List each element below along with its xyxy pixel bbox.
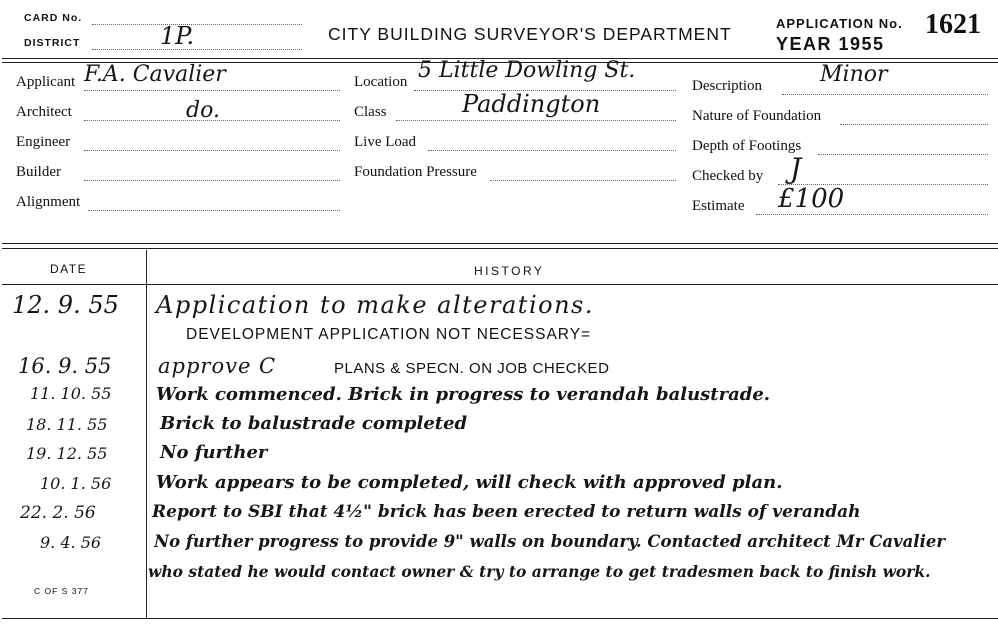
alignment-label: Alignment [16, 194, 81, 210]
row-history: No further [160, 442, 268, 463]
builder-label: Builder [16, 164, 61, 180]
row-history: Application to make alterations. [156, 291, 594, 319]
row-date: 22. 2. 56 [20, 503, 96, 523]
row-date: 12. 9. 55 [12, 291, 119, 319]
row-date: 11. 10. 55 [30, 384, 112, 403]
date-header: DATE [50, 262, 88, 276]
fields-rule-bottom [2, 248, 998, 249]
foundation-pressure-line [490, 180, 676, 181]
row-history-typed: DEVELOPMENT APPLICATION NOT NECESSARY= [186, 326, 592, 343]
card-no-line [92, 24, 302, 25]
location-value: 5 Little Dowling St. [418, 58, 636, 83]
engineer-label: Engineer [16, 134, 71, 150]
row-date: 10. 1. 56 [40, 474, 112, 493]
row-history: Work appears to be completed, will check with approved plan. [156, 472, 783, 493]
row-history: Work commenced. Brick in progress to verandah balustrade. [156, 384, 771, 405]
depth-of-footings-line [818, 154, 988, 155]
estimate-value: £100 [778, 184, 845, 214]
description-label: Description [692, 78, 762, 94]
district-label: DISTRICT [24, 37, 81, 49]
live-load-line [428, 150, 676, 151]
row-history-typed: PLANS & SPECN. ON JOB CHECKED [334, 360, 610, 377]
depth-of-footings-label: Depth of Footings [692, 138, 802, 154]
architect-label: Architect [16, 104, 72, 120]
card-no-label: CARD No. [24, 12, 83, 24]
applicant-line [84, 90, 340, 91]
row-date: 9. 4. 56 [40, 533, 102, 552]
architect-value: do. [186, 98, 220, 123]
class-label: Class [354, 104, 387, 120]
checked-by-value: J [790, 152, 802, 185]
checked-by-label: Checked by [692, 168, 764, 184]
engineer-line [84, 150, 340, 151]
location-label: Location [354, 74, 408, 90]
fields-rule-top [2, 243, 998, 244]
date-column-divider [146, 250, 147, 618]
row-date: 18. 11. 55 [26, 415, 108, 434]
estimate-line [756, 214, 988, 215]
class-value: Paddington [462, 90, 601, 118]
year-label: YEAR 1955 [776, 34, 885, 54]
row-history: Report to SBI that 4½" brick has been erected to return walls of verandah [152, 502, 861, 522]
class-line [396, 120, 676, 121]
applicant-label: Applicant [16, 74, 76, 90]
foundation-pressure-label: Foundation Pressure [354, 164, 477, 180]
nature-of-foundation-label: Nature of Foundation [692, 108, 822, 124]
nature-of-foundation-line [840, 124, 988, 125]
history-header: HISTORY [474, 264, 545, 278]
department-title: CITY BUILDING SURVEYOR'S DEPARTMENT [328, 24, 732, 44]
estimate-label: Estimate [692, 198, 745, 214]
district-value: 1P. [160, 22, 195, 50]
row-history: No further progress to provide 9" walls on boundary. Contacted architect Mr Cavalier [154, 532, 946, 551]
description-line [782, 94, 988, 95]
row-date: 19. 12. 55 [26, 444, 108, 463]
form-code: C OF S 377 [34, 586, 89, 596]
row-history: approve C [158, 354, 277, 378]
row-history: who stated he would contact owner & try to arrange to get tradesmen back to finish work. [148, 562, 931, 581]
application-no-label: APPLICATION No. [776, 16, 903, 31]
table-bottom-rule [2, 618, 998, 619]
application-number: 1621 [925, 9, 981, 40]
builder-line [84, 180, 340, 181]
row-history: Brick to balustrade completed [160, 413, 468, 434]
table-header-rule [2, 284, 998, 285]
live-load-label: Live Load [354, 134, 417, 150]
applicant-value: F.A. Cavalier [84, 62, 226, 87]
row-date: 16. 9. 55 [18, 354, 112, 378]
district-line [92, 49, 302, 50]
alignment-line [88, 210, 340, 211]
description-value: Minor [820, 62, 888, 87]
